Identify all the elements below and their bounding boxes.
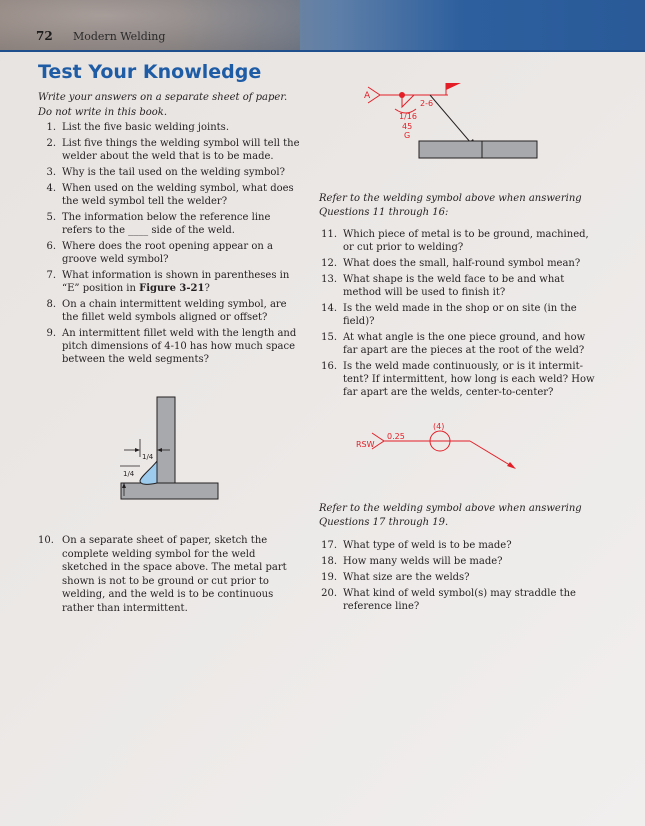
question-number: 1. xyxy=(46,122,56,133)
question-item xyxy=(319,360,595,399)
welding-symbol-2 xyxy=(352,420,552,490)
question-number: 5. xyxy=(46,212,56,223)
question-text-end: ? xyxy=(204,283,210,294)
question-item xyxy=(38,240,300,266)
question-number: 3. xyxy=(46,167,56,178)
plate-left xyxy=(419,141,482,158)
question-text: On a chain intermittent welding symbol, are the fillet weld symbols aligned or offset? xyxy=(62,299,287,323)
question-text: What size are the welds? xyxy=(343,572,470,583)
fillet-weld-figure xyxy=(118,395,228,510)
section-title: Test Your Knowledge xyxy=(38,61,262,83)
field-weld-flag xyxy=(446,83,461,90)
question-text: List five things the welding symbol will tell the welder about the weld that is to be made. xyxy=(62,138,300,162)
dim-horizontal: 1/4 xyxy=(123,470,135,478)
plate-right xyxy=(482,141,537,158)
question-text: Where does the root opening appear on a groove weld symbol? xyxy=(62,241,273,265)
question-text: How many welds will be made? xyxy=(343,556,503,567)
question-number: 19. xyxy=(321,572,337,583)
question-number: 12. xyxy=(321,258,337,269)
question-text: An intermittent fillet weld with the length and pitch dimensions of 4-10 has how much space between the weld segments? xyxy=(62,328,297,365)
question-number: 18. xyxy=(321,556,337,567)
refer-note-2: Refer to the welding symbol above when answering Questions 17 through 19. xyxy=(319,503,582,528)
question-number: 20. xyxy=(321,588,337,599)
question-number: 16. xyxy=(321,361,337,372)
question-item xyxy=(319,302,595,328)
vertical-plate xyxy=(157,397,175,483)
question-item xyxy=(38,137,300,163)
question-item xyxy=(319,257,595,270)
process-ref: RSW xyxy=(356,440,375,449)
weld-count: (4) xyxy=(433,422,445,431)
question-item xyxy=(38,269,300,295)
tail-ref: A xyxy=(364,91,371,101)
header-photo xyxy=(0,0,300,52)
header-rule xyxy=(0,50,645,52)
question-list-right-2 xyxy=(319,539,595,616)
root-opening: 1/16 xyxy=(399,112,417,121)
question-text: Which piece of metal is to be ground, machined, or cut prior to welding? xyxy=(343,229,589,253)
weld-size: 0.25 xyxy=(387,432,405,441)
question-number: 9. xyxy=(46,328,56,339)
question-item xyxy=(319,228,595,254)
question-number: 7. xyxy=(46,270,56,281)
book-title: Modern Welding xyxy=(73,30,166,43)
question-text: List the five basic welding joints. xyxy=(62,122,229,133)
question-text: Is the weld made continuously, or is it intermit-tent? If intermittent, how long is each weld? How far apart are the welds, center-to-center? xyxy=(343,361,595,398)
question-text: Why is the tail used on the welding symbol? xyxy=(62,167,285,178)
question-text: Is the weld made in the shop or on site (in the field)? xyxy=(343,303,577,327)
page-number: 72 xyxy=(36,29,53,43)
question-item xyxy=(319,587,595,613)
question-number: 14. xyxy=(321,303,337,314)
question-text: What does the small, half-round symbol mean? xyxy=(343,258,581,269)
pitch-label: 2-6 xyxy=(420,99,434,108)
groove-angle: 45 xyxy=(402,122,413,131)
horizontal-plate xyxy=(121,483,218,499)
question-item xyxy=(38,182,300,208)
page-header xyxy=(0,0,645,52)
question-item xyxy=(38,211,300,237)
question-text: When used on the welding symbol, what does the weld symbol tell the welder? xyxy=(62,183,294,207)
question-number: 13. xyxy=(321,274,337,285)
question-number: 6. xyxy=(46,241,56,252)
question-text: What kind of weld symbol(s) may straddle the reference line? xyxy=(343,588,576,612)
question-item xyxy=(319,555,595,568)
question-list-left xyxy=(38,121,300,369)
question-item xyxy=(319,539,595,552)
question-10: 10. On a separate sheet of paper, sketch the complete welding symbol for the weld sketched in the space above. The metal part shown is not to be ground or cut prior to welding, and the weld is to be continuous rather than intermittent. xyxy=(38,535,287,614)
question-number: 2. xyxy=(46,138,56,149)
question-item xyxy=(319,331,595,357)
question-number: 8. xyxy=(46,299,56,310)
question-number: 17. xyxy=(321,540,337,551)
question-item xyxy=(38,327,300,366)
finish-letter: G xyxy=(404,131,411,140)
question-number: 15. xyxy=(321,332,337,343)
question-item xyxy=(38,121,300,134)
refer-note-1: Refer to the welding symbol above when answering Questions 11 through 16: xyxy=(319,193,582,218)
question-number: 11. xyxy=(321,229,337,240)
intro-instructions: Write your answers on a separate sheet of paper. Do not write in this book. xyxy=(38,92,288,118)
question-text: At what angle is the one piece ground, and how far apart are the pieces at the root of the weld? xyxy=(343,332,586,356)
question-text: What type of weld is to be made? xyxy=(343,540,512,551)
fillet-weld-bead xyxy=(140,461,157,484)
figure-reference: Figure 3-21 xyxy=(139,283,205,294)
question-text: The information below the reference line refers to the ____ side of the weld. xyxy=(62,212,271,236)
question-number: 4. xyxy=(46,183,56,194)
question-list-right xyxy=(319,228,595,402)
question-text: What shape is the weld face to be and what method will be used to finish it? xyxy=(343,274,565,298)
question-text: What information is shown in parentheses in “E” position in xyxy=(62,270,290,294)
question-item xyxy=(319,273,595,299)
dim-vertical: 1/4 xyxy=(142,453,154,461)
question-item xyxy=(319,571,595,584)
question-item xyxy=(38,166,300,179)
question-item xyxy=(38,298,300,324)
